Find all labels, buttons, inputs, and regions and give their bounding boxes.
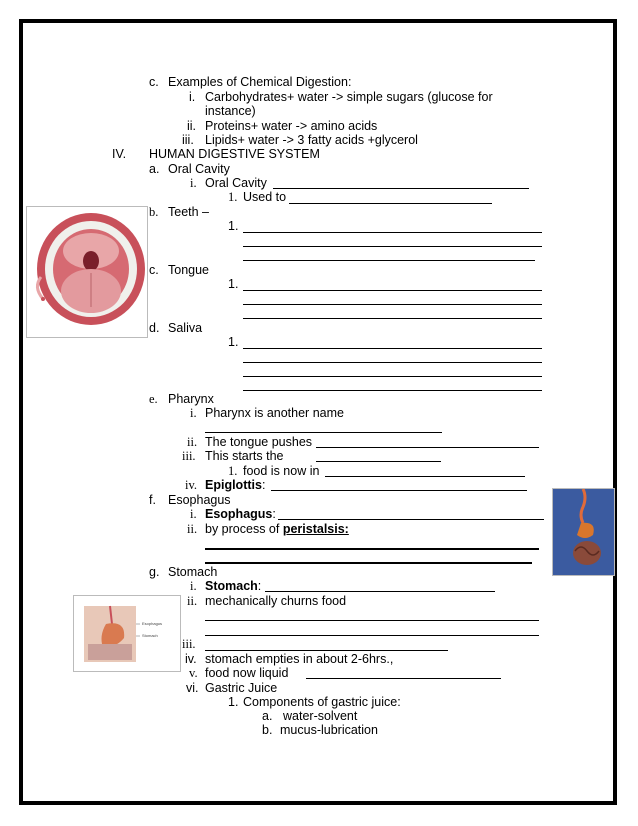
list-marker: i. [190, 406, 197, 420]
subsection-marker: g. [149, 565, 160, 579]
stomach-illustration [73, 595, 181, 672]
subsection-marker: f. [149, 493, 156, 507]
subsection-heading: Pharynx [168, 392, 214, 406]
figure-caption: Esophagus [142, 621, 163, 626]
list-item: Gastric Juice [205, 681, 278, 695]
list-marker: iii. [182, 449, 196, 463]
subsection-heading: Esophagus [168, 493, 231, 507]
list-marker: i. [190, 579, 197, 593]
peristalsis-item [205, 522, 349, 536]
blank-line [205, 432, 442, 433]
list-marker: iv. [185, 652, 197, 666]
list-marker: iv. [185, 478, 198, 492]
blank-line [243, 304, 542, 305]
list-item: Proteins+ water -> amino acids [205, 119, 378, 133]
blank-line [316, 447, 539, 448]
list-marker: 1. [228, 695, 239, 709]
list-item: This starts the [205, 449, 284, 463]
subsection-heading: Saliva [168, 321, 203, 335]
list-marker: iii. [182, 637, 196, 651]
list-marker: 1. [228, 219, 239, 233]
list-item: Oral Cavity [205, 176, 267, 190]
blank-line [205, 650, 448, 651]
blank-line [325, 476, 525, 477]
term-peristalsis: peristalsis: [282, 522, 349, 536]
term-colon: : [257, 579, 262, 593]
esophagus-item [205, 507, 276, 521]
list-marker: a. [262, 709, 273, 723]
list-item-continuation: instance) [205, 104, 256, 118]
subsection-marker: b. [149, 205, 159, 219]
list-item: Pharynx is another name [205, 406, 344, 420]
term-epiglottis: Epiglottis [205, 478, 262, 492]
list-item: Lipids+ water -> 3 fatty acids +glycerol [205, 133, 418, 147]
blank-line [243, 376, 542, 377]
blank-line [278, 519, 544, 520]
subsection-marker: d. [149, 321, 160, 335]
list-marker: i. [189, 90, 196, 104]
list-marker: ii. [187, 594, 198, 608]
list-marker: ii. [187, 435, 198, 449]
blank-line [243, 390, 542, 391]
subsection-heading: Teeth – [168, 205, 210, 219]
subsection-marker: e. [149, 392, 158, 406]
blank-line [265, 591, 495, 592]
list-marker: 1. [228, 335, 239, 349]
blank-line [289, 203, 492, 204]
list-marker: i. [190, 507, 197, 521]
list-item: mucus-lubrication [280, 723, 378, 737]
list-item: water-solvent [283, 709, 358, 723]
esophagus-illustration [552, 488, 615, 576]
subsection-heading: Stomach [168, 565, 218, 579]
blank-line [205, 562, 532, 564]
list-marker: ii. [187, 522, 198, 536]
digestive-tract-icon [553, 489, 614, 575]
list-marker: 1. [228, 464, 238, 478]
list-item: Carbohydrates+ water -> simple sugars (glucose for [205, 90, 493, 104]
list-item: food now liquid [205, 666, 289, 680]
blank-line [243, 290, 542, 291]
blank-line [243, 318, 542, 319]
blank-line [243, 260, 535, 261]
blank-line [271, 490, 527, 491]
blank-line [205, 620, 539, 621]
mouth-illustration [26, 206, 148, 338]
list-marker: i. [190, 176, 197, 190]
open-mouth-icon [27, 207, 147, 337]
chem-digestion-marker: c. [149, 75, 159, 89]
list-item: Components of gastric juice: [243, 695, 401, 709]
stomach-icon [74, 596, 180, 671]
list-item: Used to [243, 190, 287, 204]
blank-line [273, 188, 529, 189]
section-title: HUMAN DIGESTIVE SYSTEM [149, 147, 320, 161]
list-marker: 1. [228, 190, 238, 204]
figure-caption: Stomach [142, 633, 158, 638]
term-esophagus: Esophagus [205, 507, 273, 521]
list-marker: ii. [187, 119, 197, 133]
subsection-marker: c. [149, 263, 159, 277]
list-marker: v. [189, 666, 198, 680]
subsection-marker: a. [149, 162, 160, 176]
blank-line [243, 362, 542, 363]
list-marker: 1. [228, 277, 239, 291]
blank-line [205, 635, 539, 636]
list-item: The tongue pushes [205, 435, 313, 449]
list-marker: b. [262, 723, 273, 737]
term-stomach: Stomach [205, 579, 258, 593]
subsection-heading: Oral Cavity [168, 162, 230, 176]
term-colon: : [272, 507, 276, 521]
stomach-item [205, 579, 261, 593]
list-marker: iii. [182, 133, 194, 147]
list-marker: vi. [186, 681, 199, 695]
list-item: stomach empties in about 2-6hrs., [205, 652, 394, 666]
blank-line [306, 678, 501, 679]
blank-line [243, 246, 542, 247]
term-colon: : [261, 478, 266, 492]
list-item: mechanically churns food [205, 594, 347, 608]
chem-digestion-heading: Examples of Chemical Digestion: [168, 75, 352, 89]
subsection-heading: Tongue [168, 263, 210, 277]
list-item: food is now in [243, 464, 320, 478]
blank-line [243, 232, 542, 233]
blank-line [316, 461, 441, 462]
item-prefix: by process of [205, 522, 283, 536]
epiglottis-item [205, 478, 265, 492]
section-marker: IV. [112, 147, 127, 161]
blank-line [205, 548, 539, 550]
blank-line [243, 348, 542, 349]
